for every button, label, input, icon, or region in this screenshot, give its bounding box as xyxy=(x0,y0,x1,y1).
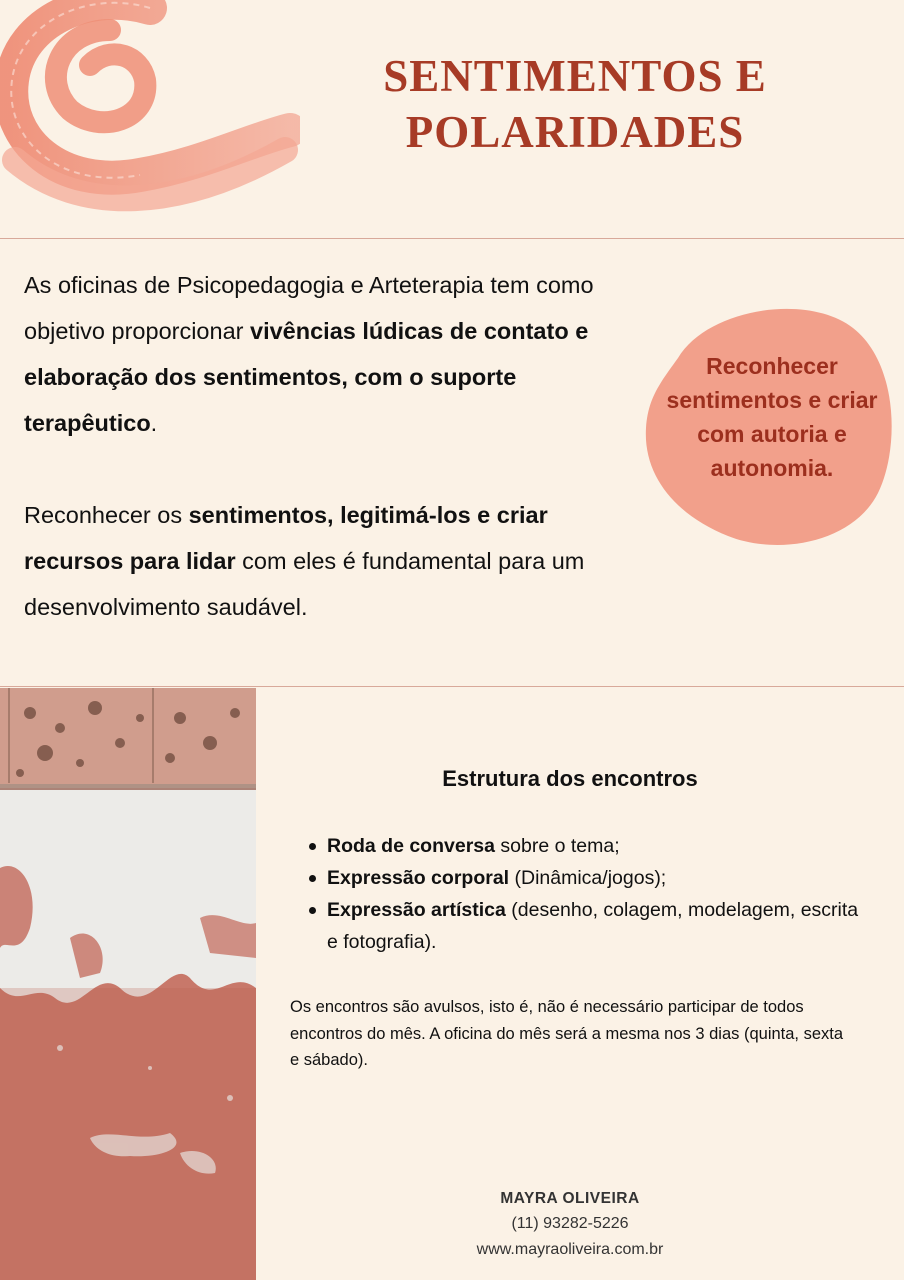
emphasis-text: vivências lúdicas de contato e elaboração dos sentimentos, com o suporte terapêutico xyxy=(24,318,589,436)
list-item-label: Expressão corporal xyxy=(327,867,510,889)
list-item-detail: sobre o tema; xyxy=(494,835,620,857)
intro-paragraph-1 xyxy=(24,262,624,446)
brush-swirl-decoration xyxy=(0,0,300,230)
list-item xyxy=(306,862,866,894)
list-item xyxy=(306,830,866,862)
list-item-label: Roda de conversa xyxy=(327,835,495,857)
body-text: . xyxy=(150,410,158,436)
structure-title: Estrutura dos encontros xyxy=(442,766,698,791)
structure-note: Os encontros são avulsos, isto é, não é necessário participar de todos encontros do mês. A oficina do mês será a mesma nos 3 dias (quinta, sexta e sábado). xyxy=(290,998,844,1069)
list-item-label: Expressão artística xyxy=(327,899,506,921)
contact-footer xyxy=(290,1187,850,1263)
intro-section xyxy=(24,262,624,676)
list-item-detail: (desenho, colagem, modelagem, escrita e fotografia). xyxy=(327,899,859,953)
body-text: Reconhecer os xyxy=(24,502,189,528)
structure-list xyxy=(306,830,866,958)
page-title xyxy=(340,48,810,160)
wall-texture-image xyxy=(0,688,256,1280)
title-line-2: POLARIDADES xyxy=(405,107,745,157)
middle-divider xyxy=(0,686,904,687)
title-line-1: SENTIMENTOS E xyxy=(383,51,767,101)
list-item-detail: (Dinâmica/jogos); xyxy=(509,867,667,889)
emphasis-text: sentimentos, legitimá-los e criar recursos para lidar xyxy=(24,502,548,574)
list-item xyxy=(306,894,866,958)
intro-paragraph-2 xyxy=(24,492,624,630)
contact-name: MAYRA OLIVEIRA xyxy=(500,1190,640,1207)
top-divider xyxy=(0,238,904,239)
contact-phone: (11) 93282-5226 xyxy=(511,1215,629,1232)
highlight-text: Reconhecer sentimentos e criar com autoria e autonomia. xyxy=(666,353,878,481)
body-text: As oficinas de Psicopedagogia e Arteterapia tem como objetivo proporcionar xyxy=(24,272,594,344)
contact-website[interactable]: www.mayraoliveira.com.br xyxy=(476,1241,664,1258)
body-text: com eles é fundamental para um desenvolvimento saudável. xyxy=(24,548,585,620)
